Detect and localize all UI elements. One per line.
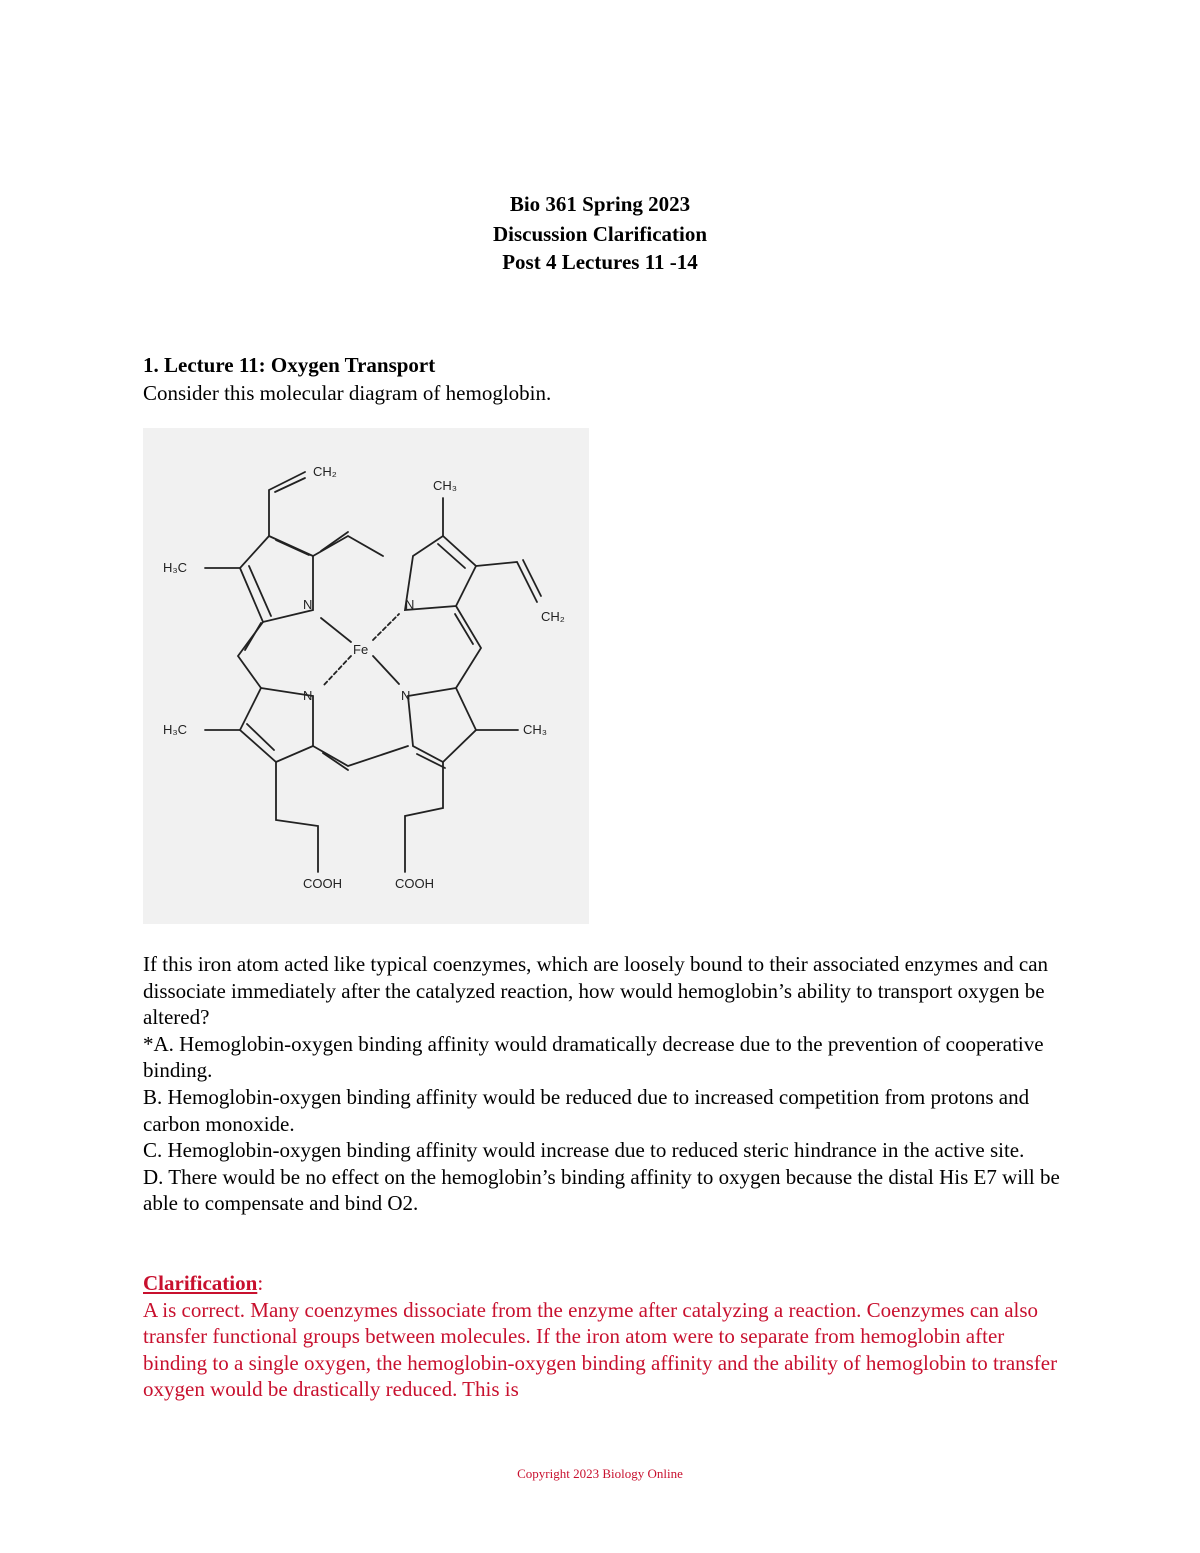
label-n-lower-right: N [401, 688, 411, 703]
question-stem: If this iron atom acted like typical coenzymes, which are loosely bound to their associated enzymes and can dissociate immediately after the catalyzed reaction, how would hemoglobin’s ability to transport oxygen be altered? [143, 952, 1049, 1030]
answer-option-c: C. Hemoglobin-oxygen binding affinity would increase due to reduced steric hindrance in the active site. [143, 1138, 1025, 1163]
label-n-lower-left: N [303, 688, 313, 703]
clarification-colon: : [257, 1271, 264, 1295]
answer-option-d: D. There would be no effect on the hemoglobin’s binding affinity to oxygen because the distal His E7 will be able to compensate and bind O2. [143, 1164, 1060, 1216]
answer-option-b: B. Hemoglobin-oxygen binding affinity would be reduced due to increased competition from protons and carbon monoxide. [143, 1084, 1030, 1136]
document-title: Bio 361 Spring 2023 [509, 192, 691, 216]
copyright-footer: Copyright 2023 Biology Online [517, 1466, 683, 1481]
label-ch3-top: CH₃ [433, 478, 458, 493]
question-body [143, 951, 1073, 1217]
question-prompt: Consider this molecular diagram of hemoglobin. [143, 381, 552, 405]
label-h3c-lower: H₃C [163, 722, 188, 737]
label-ch2-top: CH₂ [313, 464, 337, 479]
question-heading: 1. Lecture 11: Oxygen Transport [143, 353, 436, 377]
label-cooh-right: COOH [395, 876, 434, 891]
label-ch3-right: CH₃ [523, 722, 548, 737]
clarification-section [143, 1270, 1073, 1403]
document-post-range: Post 4 Lectures 11 -14 [502, 250, 698, 274]
label-fe: Fe [353, 642, 369, 657]
label-n-upper-right: N [405, 597, 415, 612]
label-ch2-right: CH₂ [541, 609, 565, 624]
label-n-upper-left: N [303, 597, 313, 612]
answer-option-a: *A. Hemoglobin-oxygen binding affinity would dramatically decrease due to the prevention of cooperative binding. [143, 1031, 1044, 1083]
label-h3c-upper: H₃C [163, 560, 188, 575]
label-cooh-left: COOH [303, 876, 342, 891]
clarification-text: A is correct. Many coenzymes dissociate from the enzyme after catalyzing a reaction. Coenzymes can also transfer functional groups between molecules. If the iron atom were to separate from hemoglobin after binding to a single oxygen, the hemoglobin-oxygen binding affinity and the ability of hemoglobin to transfer oxygen would be drastically reduced. This is [143, 1297, 1058, 1402]
clarification-label: Clarification [143, 1271, 258, 1295]
document-subtitle: Discussion Clarification [492, 222, 708, 246]
heme-molecule-figure [143, 428, 589, 924]
heme-structure-diagram [143, 428, 589, 924]
